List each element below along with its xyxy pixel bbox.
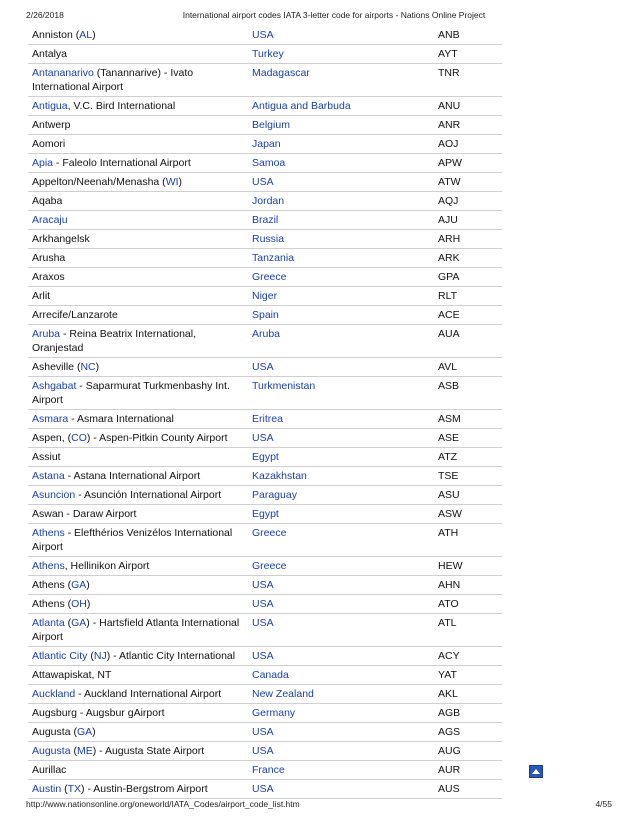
city-link[interactable]: Auckland — [32, 688, 76, 700]
iata-code-cell: ATZ — [434, 448, 502, 467]
city-text: - Auckland International Airport — [75, 688, 222, 700]
country-link[interactable]: USA — [252, 617, 274, 629]
country-link[interactable]: USA — [252, 783, 274, 795]
table-row — [28, 116, 502, 135]
print-header — [26, 10, 612, 22]
iata-code-cell: AKL — [434, 685, 502, 704]
iata-code-cell: YAT — [434, 666, 502, 685]
country-cell — [248, 325, 434, 358]
iata-code-cell: ANR — [434, 116, 502, 135]
country-link[interactable]: Germany — [252, 707, 296, 719]
country-link[interactable]: USA — [252, 745, 274, 757]
country-link[interactable]: USA — [252, 176, 274, 188]
iata-code-cell: AYT — [434, 45, 502, 64]
city-link[interactable]: AL — [79, 29, 93, 41]
city-text: Aspen, ( — [32, 432, 72, 444]
city-link[interactable]: GA — [76, 726, 93, 738]
table-row — [28, 595, 502, 614]
iata-code-cell: ASW — [434, 505, 502, 524]
print-footer — [26, 799, 612, 811]
city-cell — [28, 45, 248, 64]
city-text: Antalya — [32, 48, 68, 60]
scroll-to-top-icon[interactable] — [529, 765, 543, 778]
city-cell — [28, 249, 248, 268]
country-link[interactable]: Brazil — [252, 214, 279, 226]
iata-code-cell: AUA — [434, 325, 502, 358]
table-row — [28, 723, 502, 742]
country-cell — [248, 524, 434, 557]
country-link[interactable]: Egypt — [252, 451, 279, 463]
country-link[interactable]: Aruba — [252, 328, 281, 340]
city-cell — [28, 135, 248, 154]
table-row — [28, 135, 502, 154]
country-cell — [248, 306, 434, 325]
table-row — [28, 505, 502, 524]
country-link[interactable]: Paraguay — [252, 489, 297, 501]
country-cell — [248, 780, 434, 799]
city-cell — [28, 467, 248, 486]
country-link[interactable]: Turkmenistan — [252, 380, 316, 392]
table-row — [28, 173, 502, 192]
city-text: Athens ( — [32, 579, 72, 591]
city-text: Anniston ( — [32, 29, 80, 41]
country-cell — [248, 704, 434, 723]
city-link[interactable]: WI — [165, 176, 179, 188]
city-cell — [28, 486, 248, 505]
city-text: ) — [86, 598, 91, 610]
country-link[interactable]: Niger — [252, 290, 278, 302]
iata-code-cell: AGB — [434, 704, 502, 723]
country-link[interactable]: USA — [252, 726, 274, 738]
city-cell — [28, 306, 248, 325]
city-cell — [28, 761, 248, 780]
city-cell — [28, 524, 248, 557]
city-cell — [28, 704, 248, 723]
iata-code-cell: ASM — [434, 410, 502, 429]
country-cell — [248, 429, 434, 448]
city-cell — [28, 614, 248, 647]
city-cell — [28, 26, 248, 45]
country-cell — [248, 116, 434, 135]
country-link[interactable]: Kazakhstan — [252, 470, 307, 482]
iata-code-cell: GPA — [434, 268, 502, 287]
iata-code-cell: ARK — [434, 249, 502, 268]
city-cell — [28, 325, 248, 358]
iata-code-cell: AVL — [434, 358, 502, 377]
city-text: Arkhangelsk — [32, 233, 90, 245]
city-link[interactable]: TX — [67, 783, 82, 795]
city-text: ) — [178, 176, 183, 188]
table-row — [28, 448, 502, 467]
iata-code-cell: HEW — [434, 557, 502, 576]
table-row — [28, 192, 502, 211]
city-text: ( — [61, 783, 68, 795]
city-text: Assiut — [32, 451, 61, 463]
country-cell — [248, 154, 434, 173]
country-link[interactable]: USA — [252, 29, 274, 41]
city-text: , V.C. Bird International — [67, 100, 176, 112]
table-row — [28, 576, 502, 595]
city-text: Attawapiskat, NT — [32, 669, 112, 681]
city-cell — [28, 211, 248, 230]
city-text: ) - Atlantic City International — [106, 650, 236, 662]
city-cell — [28, 287, 248, 306]
country-cell — [248, 287, 434, 306]
iata-code-cell: ACY — [434, 647, 502, 666]
country-cell — [248, 647, 434, 666]
country-cell — [248, 45, 434, 64]
iata-code-cell: ARH — [434, 230, 502, 249]
city-cell — [28, 647, 248, 666]
country-cell — [248, 467, 434, 486]
country-cell — [248, 666, 434, 685]
city-link[interactable]: Ashgabat — [32, 380, 77, 392]
city-link[interactable]: Asuncion — [32, 489, 76, 501]
page-url: http://www.nationsonline.org/oneworld/IATA_Codes/airport_code_list.htm — [26, 799, 300, 809]
city-cell — [28, 666, 248, 685]
city-text: ) - Augusta State Airport — [92, 745, 205, 757]
city-link[interactable]: Antigua — [32, 100, 68, 112]
table-row — [28, 557, 502, 576]
airport-rows — [28, 26, 502, 799]
city-link[interactable]: Aracaju — [32, 214, 68, 226]
city-text: ( — [87, 650, 94, 662]
city-link[interactable]: Asmara — [32, 413, 69, 425]
iata-code-cell: ASE — [434, 429, 502, 448]
table-row — [28, 97, 502, 116]
city-text: Arlit — [32, 290, 51, 302]
city-cell — [28, 723, 248, 742]
city-link[interactable]: GA — [71, 617, 87, 629]
country-link[interactable]: Belgium — [252, 119, 290, 131]
iata-code-cell: AUS — [434, 780, 502, 799]
city-cell — [28, 358, 248, 377]
city-link[interactable]: Apia — [32, 157, 54, 169]
table-row — [28, 26, 502, 45]
table-row — [28, 377, 502, 410]
city-text: Aswan - Daraw Airport — [32, 508, 137, 520]
iata-code-cell: AJU — [434, 211, 502, 230]
city-cell — [28, 742, 248, 761]
country-link[interactable]: Spain — [252, 309, 279, 321]
city-text: - Asmara International — [68, 413, 174, 425]
city-cell — [28, 448, 248, 467]
iata-code-cell: ASB — [434, 377, 502, 410]
table-row — [28, 249, 502, 268]
country-cell — [248, 576, 434, 595]
country-link[interactable]: USA — [252, 598, 274, 610]
city-cell — [28, 576, 248, 595]
city-text: Asheville ( — [32, 361, 81, 373]
city-text: Arusha — [32, 252, 66, 264]
country-cell — [248, 26, 434, 45]
table-row — [28, 410, 502, 429]
table-row — [28, 614, 502, 647]
country-cell — [248, 64, 434, 97]
city-text: (Tanannarive) - Ivato International Airport — [32, 67, 194, 93]
country-cell — [248, 761, 434, 780]
city-cell — [28, 429, 248, 448]
city-text: - Elefthérios Venizélos International Airport — [32, 527, 233, 553]
iata-code-cell: ATH — [434, 524, 502, 557]
iata-code-cell: AUR — [434, 761, 502, 780]
city-link[interactable]: Atlanta — [32, 617, 65, 629]
country-cell — [248, 230, 434, 249]
iata-code-cell: ANB — [434, 26, 502, 45]
iata-code-cell: APW — [434, 154, 502, 173]
city-cell — [28, 268, 248, 287]
country-cell — [248, 505, 434, 524]
iata-code-cell: TSE — [434, 467, 502, 486]
city-link[interactable]: Atlantic City — [32, 650, 88, 662]
city-text: Appelton/Neenah/Menasha ( — [32, 176, 166, 188]
city-link[interactable]: Augusta — [32, 745, 71, 757]
city-text: ( — [64, 617, 72, 629]
print-date: 2/26/2018 — [26, 10, 64, 20]
country-link[interactable]: New Zealand — [252, 688, 314, 700]
country-cell — [248, 358, 434, 377]
country-cell — [248, 377, 434, 410]
table-row — [28, 742, 502, 761]
country-link[interactable]: Jordan — [252, 195, 285, 207]
country-link[interactable]: Madagascar — [252, 67, 310, 79]
table-row — [28, 306, 502, 325]
city-cell — [28, 780, 248, 799]
country-link[interactable]: USA — [252, 579, 274, 591]
city-cell — [28, 377, 248, 410]
airport-code-table — [28, 26, 502, 799]
city-link[interactable]: GA — [71, 579, 87, 591]
table-row — [28, 761, 502, 780]
city-text: - Faleolo International Airport — [53, 157, 191, 169]
city-text: ) - Aspen-Pitkin County Airport — [86, 432, 228, 444]
country-cell — [248, 742, 434, 761]
iata-code-cell: ANU — [434, 97, 502, 116]
city-cell — [28, 116, 248, 135]
country-cell — [248, 557, 434, 576]
city-text: Arrecife/Lanzarote — [32, 309, 118, 321]
country-link[interactable]: Greece — [252, 271, 287, 283]
city-text: Augusta ( — [32, 726, 77, 738]
city-cell — [28, 97, 248, 116]
iata-code-cell: ATW — [434, 173, 502, 192]
table-row — [28, 704, 502, 723]
city-text: - Astana International Airport — [64, 470, 201, 482]
table-row — [28, 467, 502, 486]
city-link[interactable]: NC — [80, 361, 96, 373]
table-row — [28, 154, 502, 173]
country-link[interactable]: USA — [252, 650, 274, 662]
table-row — [28, 780, 502, 799]
city-text: Augsburg - Augsbur gAirport — [32, 707, 165, 719]
table-row — [28, 524, 502, 557]
table-row — [28, 358, 502, 377]
city-text: ( — [70, 745, 77, 757]
city-text: Aqaba — [32, 195, 63, 207]
country-link[interactable]: USA — [252, 361, 274, 373]
iata-code-cell: RLT — [434, 287, 502, 306]
city-text: ) - Hartsfield Atlanta International Airport — [32, 617, 240, 643]
country-link[interactable]: Eritrea — [252, 413, 283, 425]
city-text: ) - Austin-Bergstrom Airport — [81, 783, 208, 795]
iata-code-cell: TNR — [434, 64, 502, 97]
country-cell — [248, 448, 434, 467]
page-number: 4/55 — [595, 799, 612, 809]
table-row — [28, 230, 502, 249]
country-cell — [248, 486, 434, 505]
country-link[interactable]: Russia — [252, 233, 285, 245]
city-cell — [28, 154, 248, 173]
country-link[interactable]: France — [252, 764, 285, 776]
city-text: - Asunción International Airport — [75, 489, 222, 501]
city-link[interactable]: ME — [76, 745, 93, 757]
iata-code-cell: ASU — [434, 486, 502, 505]
iata-code-cell: AOJ — [434, 135, 502, 154]
city-text: ) — [92, 726, 96, 738]
country-cell — [248, 268, 434, 287]
city-cell — [28, 557, 248, 576]
city-text: Athens ( — [32, 598, 72, 610]
city-link[interactable]: Athens — [32, 527, 65, 539]
iata-code-cell: AQJ — [434, 192, 502, 211]
city-link[interactable]: Astana — [32, 470, 65, 482]
table-row — [28, 486, 502, 505]
country-cell — [248, 249, 434, 268]
page-title: International airport codes IATA 3-letter code for airports - Nations Online Project — [182, 10, 486, 20]
city-cell — [28, 173, 248, 192]
city-cell — [28, 505, 248, 524]
city-cell — [28, 230, 248, 249]
city-text: ) — [86, 579, 90, 591]
table-row — [28, 64, 502, 97]
table-row — [28, 647, 502, 666]
country-cell — [248, 97, 434, 116]
country-cell — [248, 723, 434, 742]
country-link[interactable]: Canada — [252, 669, 289, 681]
city-cell — [28, 64, 248, 97]
country-link[interactable]: USA — [252, 432, 274, 444]
city-text: Aurillac — [32, 764, 67, 776]
iata-code-cell: ATO — [434, 595, 502, 614]
table-row — [28, 268, 502, 287]
country-cell — [248, 192, 434, 211]
city-text: ) — [92, 29, 96, 41]
iata-code-cell: AUG — [434, 742, 502, 761]
city-link[interactable]: Antananarivo — [32, 67, 94, 79]
country-link[interactable]: Tanzania — [252, 252, 295, 264]
city-link[interactable]: CO — [71, 432, 87, 444]
country-link[interactable]: Greece — [252, 560, 287, 572]
country-cell — [248, 211, 434, 230]
city-link[interactable]: OH — [71, 598, 87, 610]
country-cell — [248, 614, 434, 647]
table-row — [28, 287, 502, 306]
country-cell — [248, 685, 434, 704]
country-link[interactable]: Greece — [252, 527, 287, 539]
city-cell — [28, 685, 248, 704]
city-link[interactable]: Athens — [32, 560, 65, 572]
city-text: Aomori — [32, 138, 66, 150]
city-cell — [28, 410, 248, 429]
city-text: Antwerp — [32, 119, 71, 131]
iata-code-cell: AHN — [434, 576, 502, 595]
city-link[interactable]: Aruba — [32, 328, 61, 340]
table-row — [28, 685, 502, 704]
table-row — [28, 666, 502, 685]
city-cell — [28, 192, 248, 211]
table-row — [28, 45, 502, 64]
iata-code-cell: AGS — [434, 723, 502, 742]
country-link[interactable]: Egypt — [252, 508, 279, 520]
country-link[interactable]: Samoa — [252, 157, 286, 169]
city-text: , Hellinikon Airport — [64, 560, 150, 572]
city-text: ) — [95, 361, 100, 373]
city-cell — [28, 595, 248, 614]
country-cell — [248, 135, 434, 154]
country-link[interactable]: Turkey — [252, 48, 284, 60]
country-cell — [248, 595, 434, 614]
city-text: - Reina Beatrix International, Oranjestad — [32, 328, 197, 354]
table-row — [28, 429, 502, 448]
country-cell — [248, 173, 434, 192]
table-row — [28, 325, 502, 358]
city-link[interactable]: Austin — [32, 783, 62, 795]
country-cell — [248, 410, 434, 429]
country-link[interactable]: Japan — [252, 138, 281, 150]
table-row — [28, 211, 502, 230]
city-link[interactable]: NJ — [93, 650, 107, 662]
city-text: Araxos — [32, 271, 65, 283]
iata-code-cell: ACE — [434, 306, 502, 325]
iata-code-cell: ATL — [434, 614, 502, 647]
country-link[interactable]: Antigua and Barbuda — [252, 100, 351, 112]
city-text: - Saparmurat Turkmenbashy Int. Airport — [32, 380, 230, 406]
